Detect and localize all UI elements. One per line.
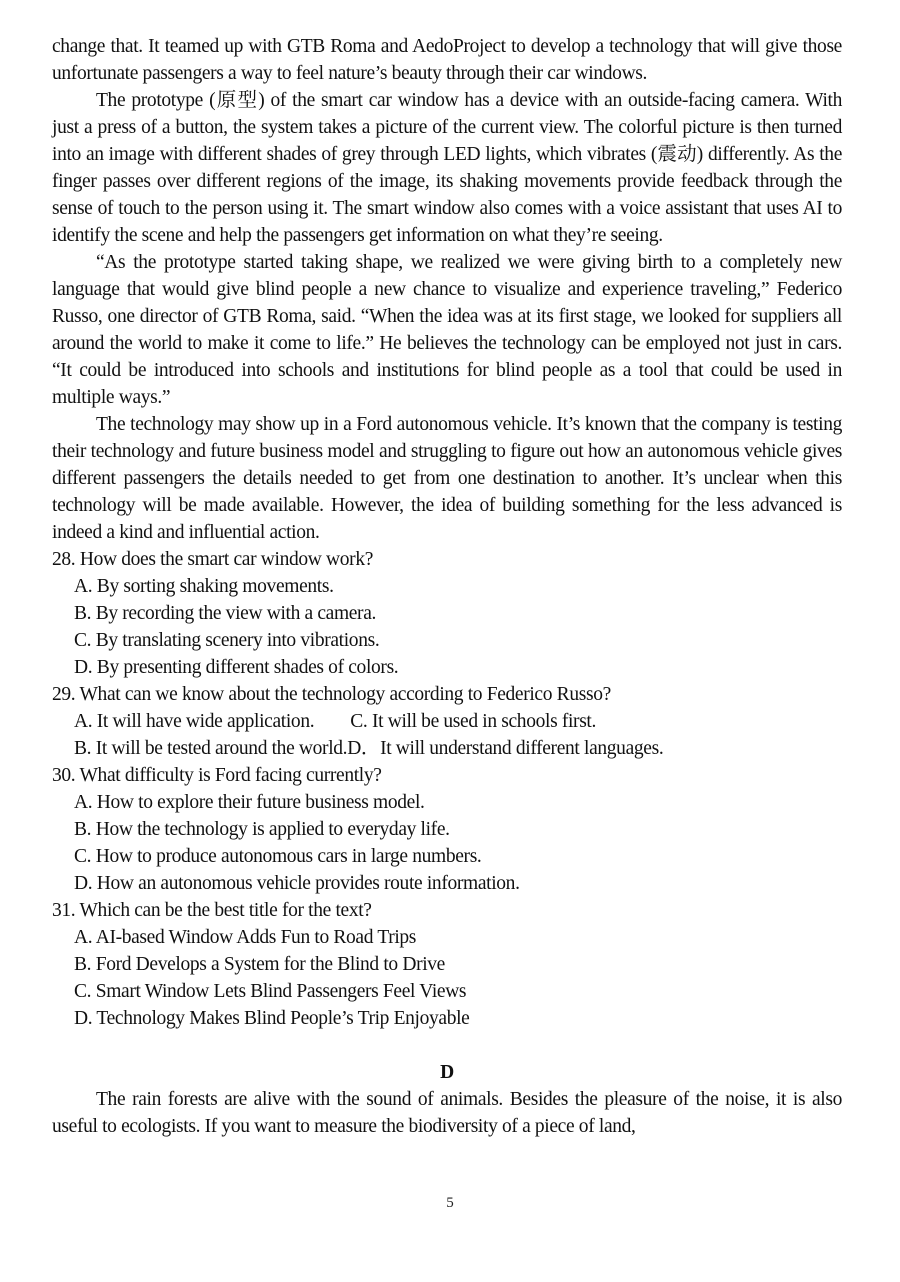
passage-paragraph: The prototype (原型) of the smart car window has a device with an outside-facing camera. With just a press of a button, the system takes a picture of the current view. The colorful picture is then turned into an image with different shades of grey through LED lights, which vibrates (震动) differently. As the finger passes over different regions of the image, its shaking movements provide feedback through the sense of touch to the person using it. The smart window also comes with a voice assistant that uses AI to identify the scene and help the passengers get information on what they’re seeing. xyxy=(52,90,842,246)
option-a: A. It will have wide application. xyxy=(74,711,315,732)
section-d-paragraph: The rain forests are alive with the sound of animals. Besides the pleasure of the noise, it is also useful to ecologists. If you want to measure the biodiversity of a piece of land, xyxy=(52,1089,842,1137)
page-number: 5 xyxy=(446,1195,454,1211)
option-row xyxy=(52,708,842,735)
option-b: B. How the technology is applied to everyday life. xyxy=(74,819,450,840)
passage-paragraph: change that. It teamed up with GTB Roma and AedoProject to develop a technology that will give those unfortunate passengers a way to feel nature’s beauty through their car windows. xyxy=(52,36,842,84)
option-a: A. How to explore their future business model. xyxy=(74,792,425,813)
question-stem: 29. What can we know about the technology according to Federico Russo? xyxy=(52,684,611,705)
option-d: D. By presenting different shades of colors. xyxy=(74,657,399,678)
question-28 xyxy=(52,546,842,681)
question-stem: 30. What difficulty is Ford facing currently? xyxy=(52,765,382,786)
option-row xyxy=(52,735,842,762)
passage-paragraph: “As the prototype started taking shape, we realized we were giving birth to a completely new language that would give blind people a new chance to visualize and experience traveling,” Federico Russo, one director of GTB Roma, said. “When the idea was at its first stage, we looked for suppliers all around the world to make it come to life.” He believes the technology can be employed not just in cars. “It could be introduced into schools and institutions for blind people as a tool that could be used in multiple ways.” xyxy=(52,252,842,408)
option-b: B. Ford Develops a System for the Blind to Drive xyxy=(74,954,445,975)
question-30 xyxy=(52,762,842,897)
exam-page xyxy=(52,33,842,1140)
option-c: C. How to produce autonomous cars in large numbers. xyxy=(74,846,482,867)
question-stem: 28. How does the smart car window work? xyxy=(52,549,374,570)
option-b: B. By recording the view with a camera. xyxy=(74,603,377,624)
option-c: C. Smart Window Lets Blind Passengers Feel Views xyxy=(74,981,467,1002)
passage-paragraph: The technology may show up in a Ford autonomous vehicle. It’s known that the company is testing their technology and future business model and struggling to figure out how an autonomous vehicle gives different passengers the details needed to get from one destination to another. It’s unclear when this technology will be made available. However, the idea of building something for the less advanced is indeed a kind and influential action. xyxy=(52,414,842,543)
question-31 xyxy=(52,897,842,1032)
question-29 xyxy=(52,681,842,762)
option-d: D. How an autonomous vehicle provides route information. xyxy=(74,873,520,894)
option-c: C. It will be used in schools first. xyxy=(350,711,597,732)
question-stem: 31. Which can be the best title for the text? xyxy=(52,900,372,921)
option-a: A. By sorting shaking movements. xyxy=(74,576,334,597)
option-d: D．It will understand different languages. xyxy=(347,738,664,759)
section-heading-d: D xyxy=(440,1062,454,1083)
option-d: D. Technology Makes Blind People’s Trip Enjoyable xyxy=(74,1008,470,1029)
option-a: A. AI-based Window Adds Fun to Road Trips xyxy=(74,927,417,948)
option-b: B. It will be tested around the world. xyxy=(74,738,348,759)
option-c: C. By translating scenery into vibrations. xyxy=(74,630,380,651)
